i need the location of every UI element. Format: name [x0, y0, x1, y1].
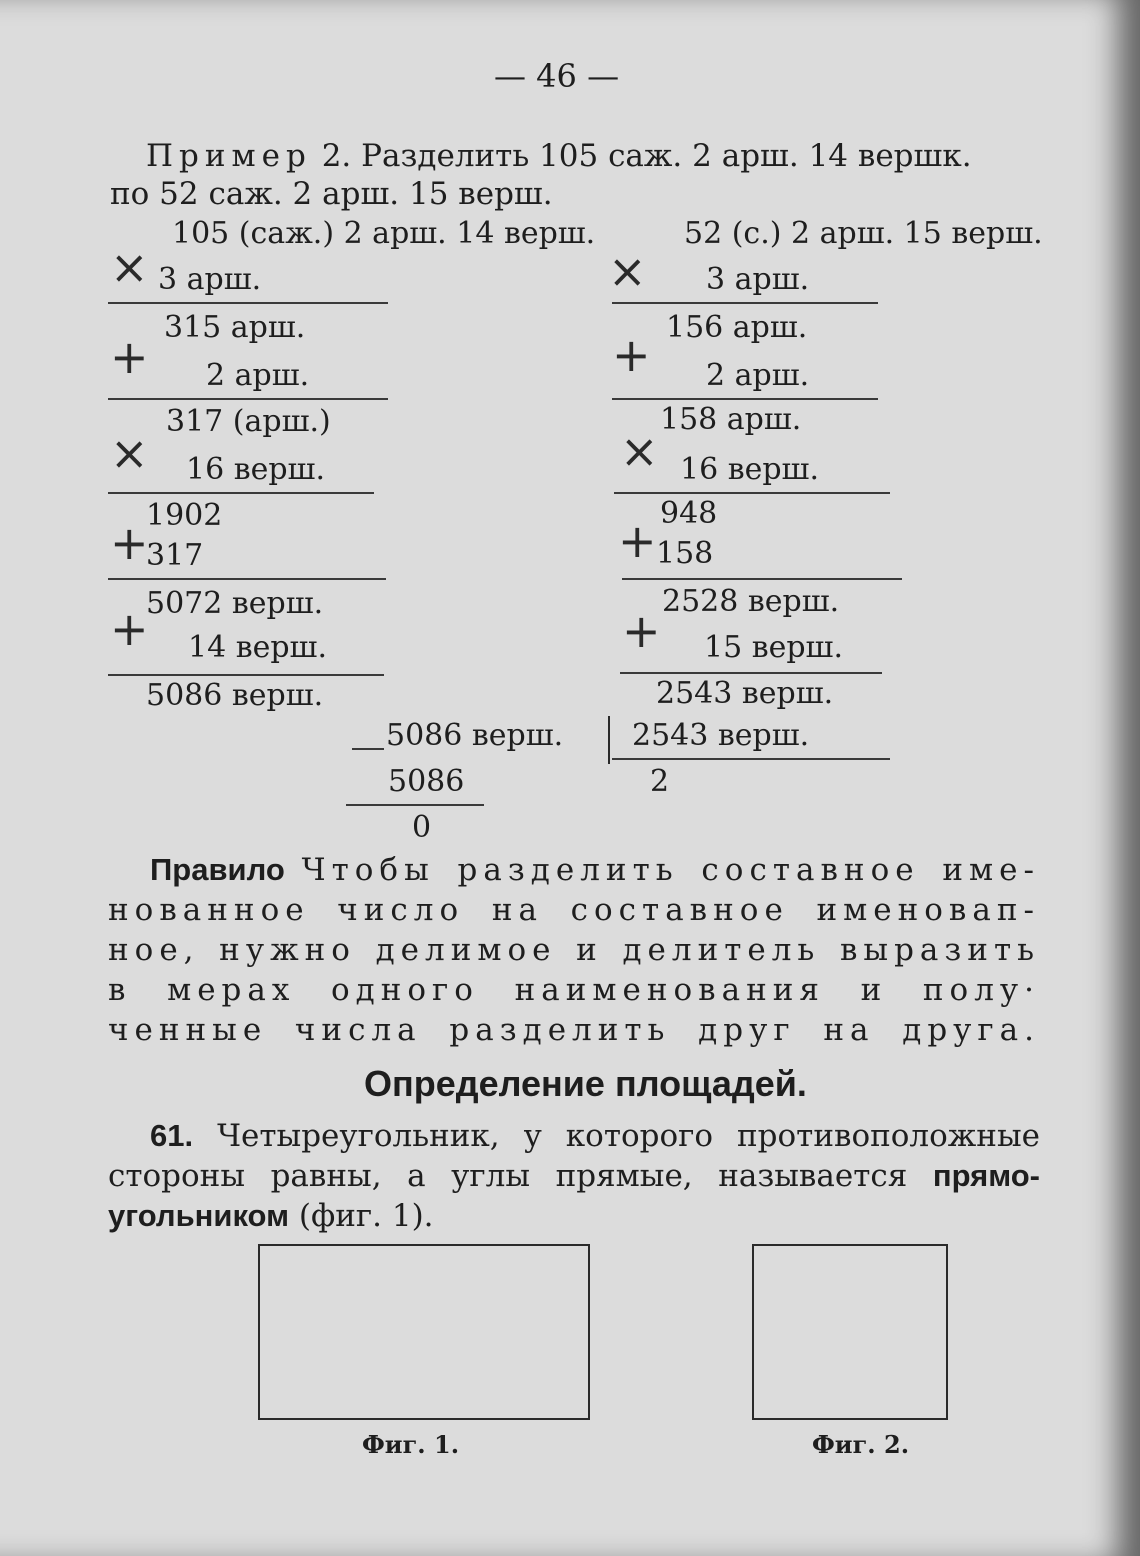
bold-term: прямо-	[932, 1158, 1040, 1193]
rule-line	[108, 674, 384, 676]
paragraph-61-line-2: стороны равны, а углы прямые, называется прямо-	[108, 1158, 1040, 1194]
example-line-2: по 52 саж. 2 арш. 15 верш.	[110, 176, 553, 212]
left-row: 14 верш.	[188, 630, 327, 665]
rule-line	[108, 492, 374, 494]
left-row: 1902	[146, 498, 223, 533]
example-text: 2. Разделить 105 саж. 2 арш. 14 вершк.	[321, 138, 972, 174]
right-row: 158	[656, 536, 714, 571]
section-title: Определение площадей.	[364, 1063, 807, 1104]
rule-line-1: Правило Чтобы разделить составное име-	[150, 852, 1040, 888]
right-result: 2543 верш.	[656, 676, 834, 711]
figure-caption: Фиг. 1.	[362, 1430, 460, 1459]
multiply-sign: ×	[608, 244, 647, 298]
plus-sign: +	[618, 514, 657, 568]
rule-line	[108, 398, 388, 400]
minus-sign	[352, 748, 384, 750]
left-result: 5086 верш.	[146, 678, 324, 713]
right-row: 16 верш.	[680, 452, 819, 487]
multiply-sign: ×	[110, 240, 149, 294]
rule-line	[620, 672, 882, 674]
rule-line-2: нованное число на составное именовап-	[108, 892, 1040, 928]
left-row: 3 арш.	[158, 262, 262, 297]
division-bar	[608, 716, 610, 764]
right-row: 2528 верш.	[662, 584, 840, 619]
example-line-1	[146, 138, 972, 174]
rule-line-3: ное, нужно делимое и делитель выразить	[108, 932, 1040, 968]
right-row: 156 арш.	[666, 310, 808, 345]
right-row: 3 арш.	[706, 262, 810, 297]
division-divisor: 2543 верш.	[632, 718, 810, 753]
rule-line	[612, 758, 890, 760]
rectangle-figure	[258, 1244, 590, 1420]
rule-line	[622, 578, 902, 580]
rule-line	[346, 804, 484, 806]
plus-sign: +	[110, 330, 149, 384]
example-label: Пример	[146, 138, 312, 174]
rule-label: Правило	[150, 852, 285, 887]
left-row: 2 арш.	[206, 358, 310, 393]
division-remainder: 0	[412, 810, 432, 845]
plus-sign: +	[110, 602, 149, 656]
paragraph-61-line-3: угольником (фиг. 1).	[108, 1198, 434, 1234]
multiply-sign: ×	[110, 426, 149, 480]
page-number: — 46 —	[494, 57, 620, 95]
rule-line-5: ченные числа разделить друг на друга.	[108, 1012, 1040, 1048]
left-header: 105 (саж.) 2 арш. 14 верш.	[172, 216, 596, 251]
rule-line	[614, 492, 890, 494]
square-figure	[752, 1244, 948, 1420]
rule-line-4: в мерах одного наименования и полу·	[108, 972, 1040, 1008]
plus-sign: +	[612, 328, 651, 382]
right-row: 15 верш.	[704, 630, 843, 665]
right-row: 2 арш.	[706, 358, 810, 393]
plus-sign: +	[110, 516, 149, 570]
right-header: 52 (с.) 2 арш. 15 верш.	[684, 216, 1043, 251]
left-row: 16 верш.	[186, 452, 325, 487]
right-row: 158 арш.	[660, 402, 802, 437]
left-row: 317 (арш.)	[166, 404, 331, 439]
right-row: 948	[660, 496, 718, 531]
rule-line	[108, 578, 386, 580]
rule-line	[612, 398, 878, 400]
rule-line	[612, 302, 878, 304]
paragraph-61-line-1: 61. Четыреугольник, у которого противоположные	[150, 1118, 1040, 1154]
left-row: 5072 верш.	[146, 586, 324, 621]
rule-line	[108, 302, 388, 304]
left-row: 315 арш.	[164, 310, 306, 345]
rule-paragraph	[150, 850, 1040, 890]
left-row: 317	[146, 538, 204, 573]
division-quotient: 2	[650, 764, 670, 799]
plus-sign: +	[622, 604, 661, 658]
figure-caption: Фиг. 2.	[812, 1430, 910, 1459]
bold-term: угольником	[108, 1198, 290, 1233]
division-subtrahend: 5086	[388, 764, 465, 799]
multiply-sign: ×	[620, 424, 659, 478]
rule-paragraph-body	[108, 890, 1040, 1050]
paragraph-number: 61.	[150, 1118, 194, 1153]
division-dividend: 5086 верш.	[386, 718, 564, 753]
